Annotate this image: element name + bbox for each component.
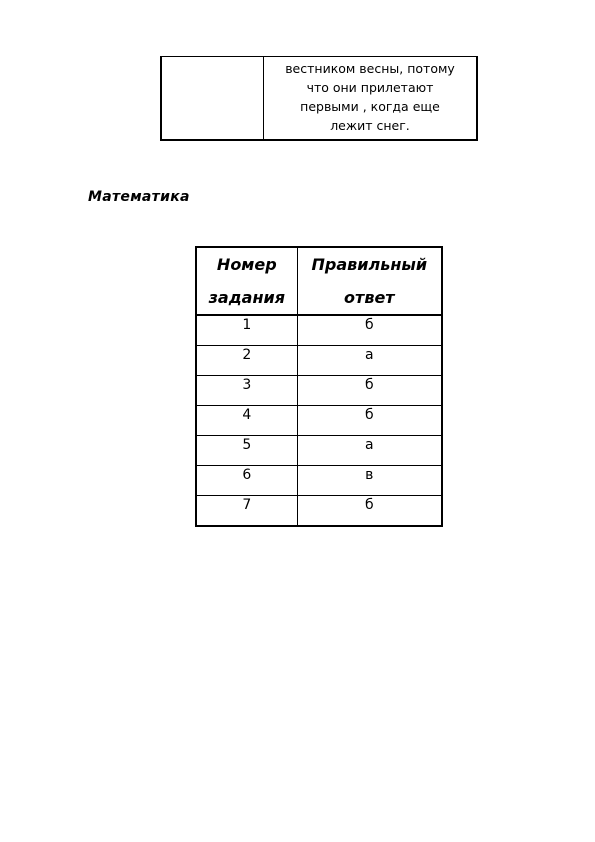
header-text: Правильный bbox=[311, 255, 428, 274]
section-title-math: Математика bbox=[88, 189, 190, 205]
table-row bbox=[196, 346, 442, 376]
task-number-cell: 1 bbox=[196, 315, 297, 346]
math-answers-table bbox=[195, 246, 443, 527]
table-header-row bbox=[196, 247, 442, 315]
answer-cell: в bbox=[297, 466, 442, 496]
task-number-cell: 7 bbox=[196, 496, 297, 527]
header-task-number bbox=[196, 247, 297, 315]
answer-cell: а bbox=[297, 346, 442, 376]
task-number-cell: 4 bbox=[196, 406, 297, 436]
task-number-cell: 3 bbox=[196, 376, 297, 406]
answer-cell: а bbox=[297, 436, 442, 466]
answer-cell: б bbox=[297, 406, 442, 436]
explanation-line: вестником весны, потому bbox=[285, 61, 455, 76]
table-row bbox=[196, 496, 442, 527]
previous-answers-table-fragment bbox=[160, 56, 478, 141]
explanation-line: что они прилетают bbox=[306, 80, 434, 95]
table-row bbox=[196, 466, 442, 496]
answer-cell: б bbox=[297, 496, 442, 527]
task-number-cell: 2 bbox=[196, 346, 297, 376]
header-text: задания bbox=[208, 288, 285, 307]
task-number-cell: 6 bbox=[196, 466, 297, 496]
task-number-cell: 5 bbox=[196, 436, 297, 466]
header-text: Номер bbox=[216, 255, 277, 274]
table-cell-explanation bbox=[264, 57, 476, 139]
explanation-line: лежит снег. bbox=[330, 118, 410, 133]
table-row bbox=[196, 406, 442, 436]
explanation-line: первыми , когда еще bbox=[300, 99, 440, 114]
answer-cell: б bbox=[297, 376, 442, 406]
table-cell-empty bbox=[162, 57, 264, 139]
table-row bbox=[196, 315, 442, 346]
answer-cell: б bbox=[297, 315, 442, 346]
header-correct-answer bbox=[297, 247, 442, 315]
table-row bbox=[196, 436, 442, 466]
table-row bbox=[196, 376, 442, 406]
header-text: ответ bbox=[344, 288, 395, 307]
